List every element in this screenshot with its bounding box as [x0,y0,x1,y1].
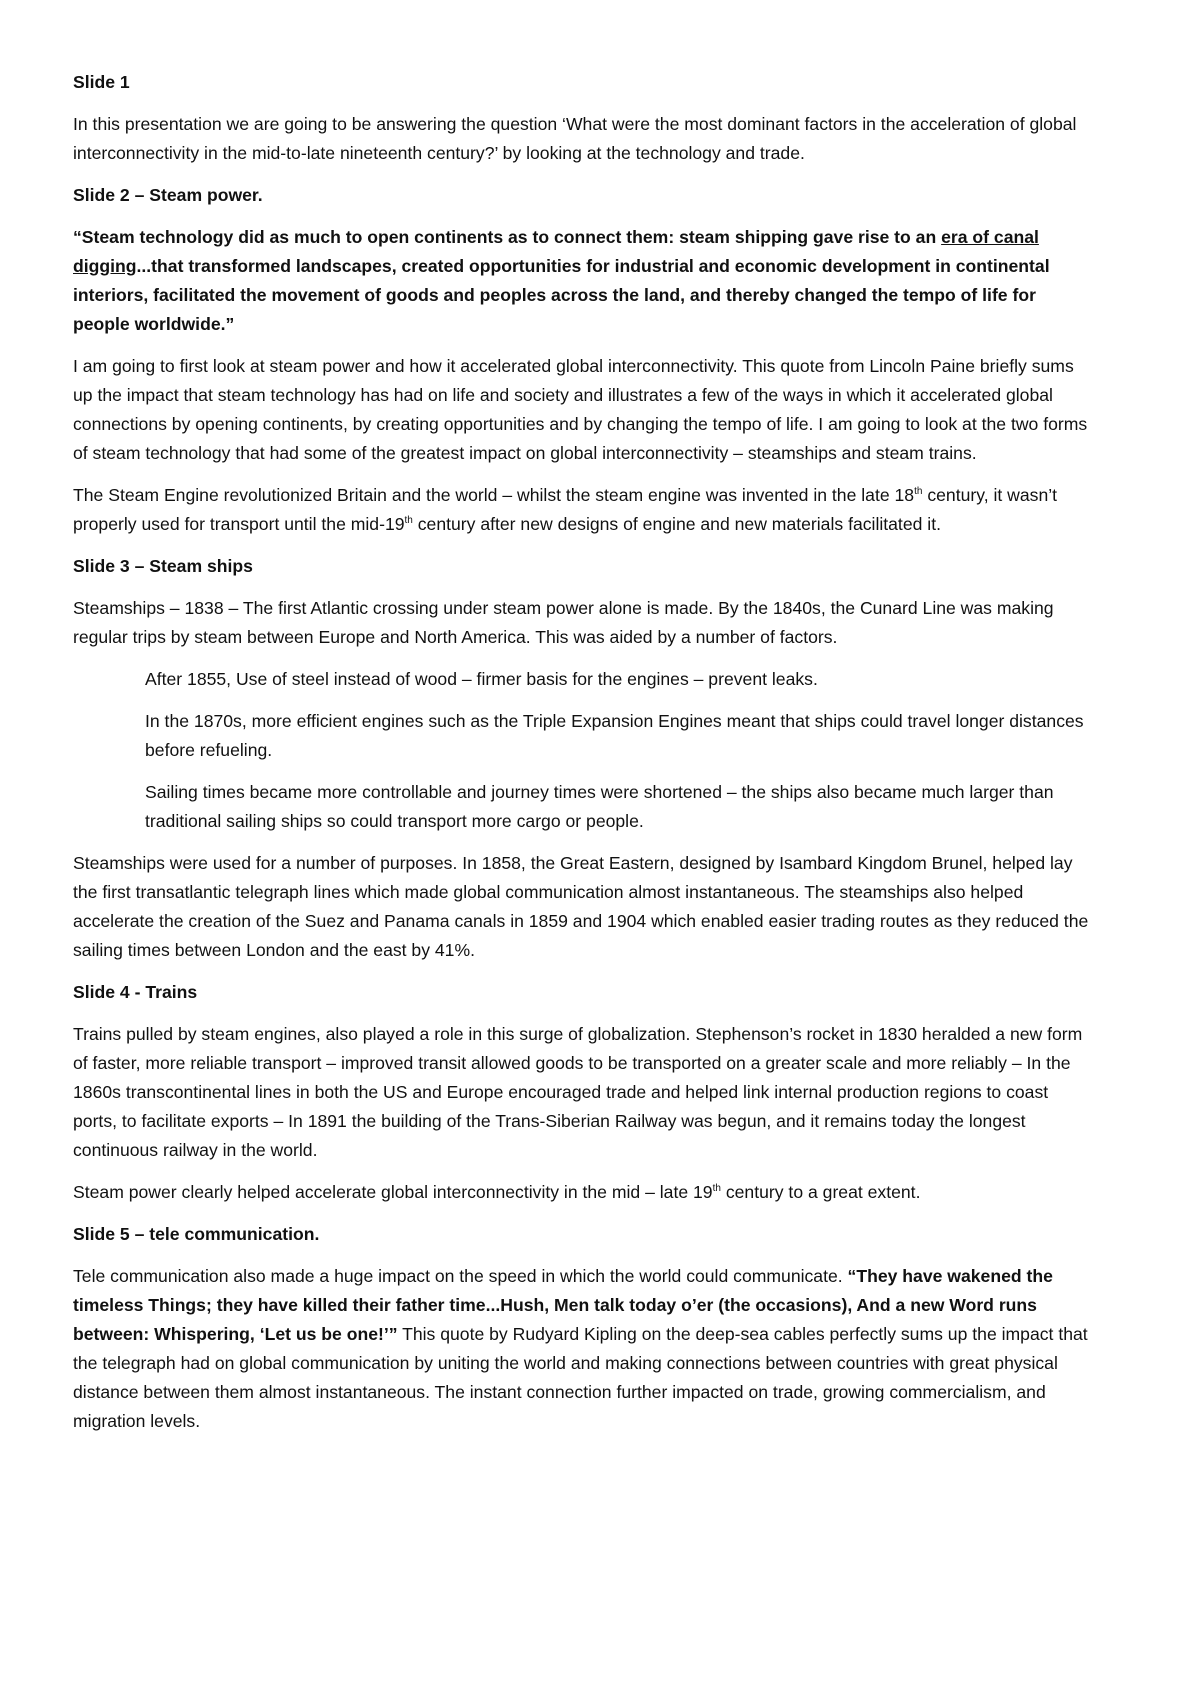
slide2-paragraph-1: I am going to first look at steam power and how it accelerated global interconnectivity. This quote from Lincoln Paine briefly sums up the impact that steam technology has had on life and society and illustrates a few of the ways in which it accelerated global connections by opening continents, by creating opportunities and by changing the tempo of life. I am going to look at the two forms of steam technology that had some of the greatest impact on global interconnectivity – steamships and steam trains. [73,356,1088,463]
paine-quote [73,223,1090,339]
kipling-quote: “They have wakened the timeless Things; they have killed their father time...Hush, Men talk today o’er (the occasions), And a new Word runs between: Whispering, ‘Let us be one!’” [73,1266,1053,1344]
slide5-paragraph [73,1262,1090,1436]
slide4-p2-text-b: century to a great extent. [720,1182,921,1202]
paine-quote-underlined: era of canal digging [73,227,1039,276]
slide2-p2-sup-1: th [914,486,923,498]
slide3-heading: Slide 3 – Steam ships [73,556,253,576]
slide2-p2-text-a: The Steam Engine revolutionized Britain and the world – whilst the steam engine was invented in the late 18 [73,485,915,505]
slide3-paragraph-2: Steamships were used for a number of purposes. In 1858, the Great Eastern, designed by Isambard Kingdom Brunel, helped lay the first transatlantic telegraph lines which made global communication almost instantaneous. The steamships also helped accelerate the creation of the Suez and Panama canals in 1859 and 1904 which enabled easier trading routes as they reduced the sailing times between London and the east by 41%. [73,853,1089,960]
slide3-indent-1: After 1855, Use of steel instead of wood – firmer basis for the engines – prevent leaks. [145,669,818,689]
slide5-heading: Slide 5 – tele communication. [73,1224,320,1244]
slide5-text-a: Tele communication also made a huge impact on the speed in which the world could communicate. [73,1266,848,1286]
slide3-indent-3: Sailing times became more controllable and journey times were shortened – the ships also became much larger than traditional sailing ships so could transport more cargo or people. [145,782,1054,831]
slide2-paragraph-2 [73,481,1090,539]
slide1-heading: Slide 1 [73,72,130,92]
slide4-p2-sup: th [712,1183,721,1195]
slide2-p2-sup-2: th [404,515,413,527]
slide3-paragraph-1: Steamships – 1838 – The first Atlantic crossing under steam power alone is made. By the 1840s, the Cunard Line was making regular trips by steam between Europe and North America. This was aided by a number of factors. [73,598,1054,647]
paine-quote-part1: “Steam technology did as much to open continents as to connect them: steam shipping gave rise to an [73,227,942,247]
slide1-paragraph: In this presentation we are going to be answering the question ‘What were the most dominant factors in the acceleration of global interconnectivity in the mid-to-late nineteenth century?’ by looking at the technology and trade. [73,114,1077,163]
slide2-heading: Slide 2 – Steam power. [73,185,263,205]
slide4-paragraph-2 [73,1178,1090,1207]
slide5-text-b: This quote by Rudyard Kipling on the deep-sea cables perfectly sums up the impact that the telegraph had on global communication by uniting the world and making connections between countries with great physical distance between them almost instantaneous. The instant connection further impacted on trade, growing commercialism, and migration levels. [73,1324,1088,1431]
slide3-indent-2: In the 1870s, more efficient engines such as the Triple Expansion Engines meant that ships could travel longer distances before refueling. [145,711,1084,760]
slide2-p2-text-b: century, it wasn’t properly used for transport until the mid-19 [73,485,1058,534]
slide4-paragraph-1: Trains pulled by steam engines, also played a role in this surge of globalization. Stephenson’s rocket in 1830 heralded a new form of faster, more reliable transport – improved transit allowed goods to be transported on a greater scale and more reliably – In the 1860s transcontinental lines in both the US and Europe encouraged trade and helped link internal production regions to coast ports, to facilitate exports – In 1891 the building of the Trans-Siberian Railway was begun, and it remains today the longest continuous railway in the world. [73,1024,1083,1160]
slide4-heading: Slide 4 - Trains [73,982,198,1002]
slide2-p2-text-c: century after new designs of engine and new materials facilitated it. [412,514,941,534]
paine-quote-part2: ...that transformed landscapes, created opportunities for industrial and economic development in continental interiors, facilitated the movement of goods and peoples across the land, and thereby changed the tempo of life for people worldwide.” [73,256,1050,334]
slide4-p2-text-a: Steam power clearly helped accelerate global interconnectivity in the mid – late 19 [73,1182,713,1202]
